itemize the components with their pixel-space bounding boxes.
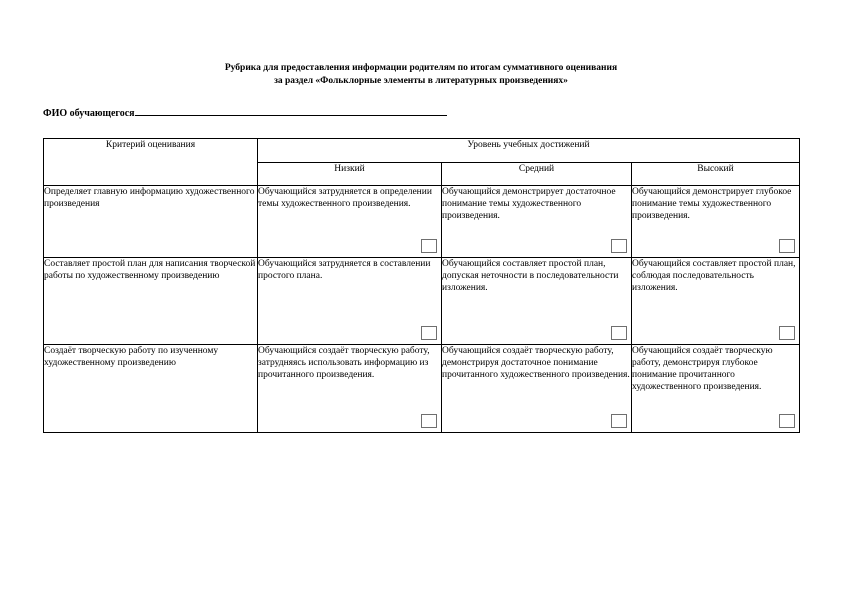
descriptor-cell-mid [442,258,632,345]
table-header-row [44,139,800,163]
descriptor-text: Обучающийся создаёт творческую работу, демонстрируя достаточное понимание прочитанного художественного произведения. [442,346,630,380]
table-row [44,258,800,345]
student-name-field [43,106,447,120]
descriptor-cell-mid [442,186,632,258]
checkbox[interactable] [779,239,795,253]
level-low-header: Низкий [258,162,442,186]
descriptor-cell-low [258,186,442,258]
student-name-blank-line[interactable] [135,106,447,116]
descriptor-text: Обучающийся демонстрирует глубокое понимание темы художественного произведения. [632,187,792,221]
levels-header: Уровень учебных достижений [258,139,800,163]
rubric-table [43,138,800,433]
descriptor-text: Обучающийся составляет простой план, соблюдая последовательность изложения. [632,259,796,293]
descriptor-cell-high [632,186,800,258]
document-title-line1: Рубрика для предоставления информации родителям по итогам суммативного оценивания [224,63,618,73]
descriptor-cell-low [258,345,442,433]
descriptor-cell-high [632,258,800,345]
student-name-label: ФИО обучающегося [43,108,135,119]
document-title-line2: за раздел «Фольклорные элементы в литературных произведениях» [274,76,568,86]
descriptor-text: Обучающийся составляет простой план, допуская неточности в последовательности изложения. [442,259,619,293]
descriptor-text: Обучающийся создаёт творческую работу, затрудняясь использовать информацию из прочитанного произведения. [258,346,430,380]
descriptor-text: Обучающийся демонстрирует достаточное понимание темы художественного произведения. [442,187,616,221]
checkbox[interactable] [421,326,437,340]
checkbox[interactable] [779,414,795,428]
criterion-cell: Составляет простой план для написания творческой работы по художественному произведению [44,258,258,345]
descriptor-cell-high [632,345,800,433]
level-mid-header: Средний [442,162,632,186]
checkbox[interactable] [421,414,437,428]
criterion-cell: Создаёт творческую работу по изученному художественному произведению [44,345,258,433]
checkbox[interactable] [611,326,627,340]
checkbox[interactable] [421,239,437,253]
descriptor-cell-low [258,258,442,345]
checkbox[interactable] [779,326,795,340]
criteria-header: Критерий оценивания [44,139,258,186]
checkbox[interactable] [611,414,627,428]
descriptor-text: Обучающийся создаёт творческую работу, демонстрируя глубокое понимание прочитанного художественного произведения. [632,346,773,392]
descriptor-cell-mid [442,345,632,433]
table-row [44,186,800,258]
descriptor-text: Обучающийся затрудняется в определении темы художественного произведения. [258,187,432,209]
checkbox[interactable] [611,239,627,253]
table-row [44,345,800,433]
level-high-header: Высокий [632,162,800,186]
descriptor-text: Обучающийся затрудняется в составлении простого плана. [258,259,431,281]
criterion-cell: Определяет главную информацию художественного произведения [44,186,258,258]
